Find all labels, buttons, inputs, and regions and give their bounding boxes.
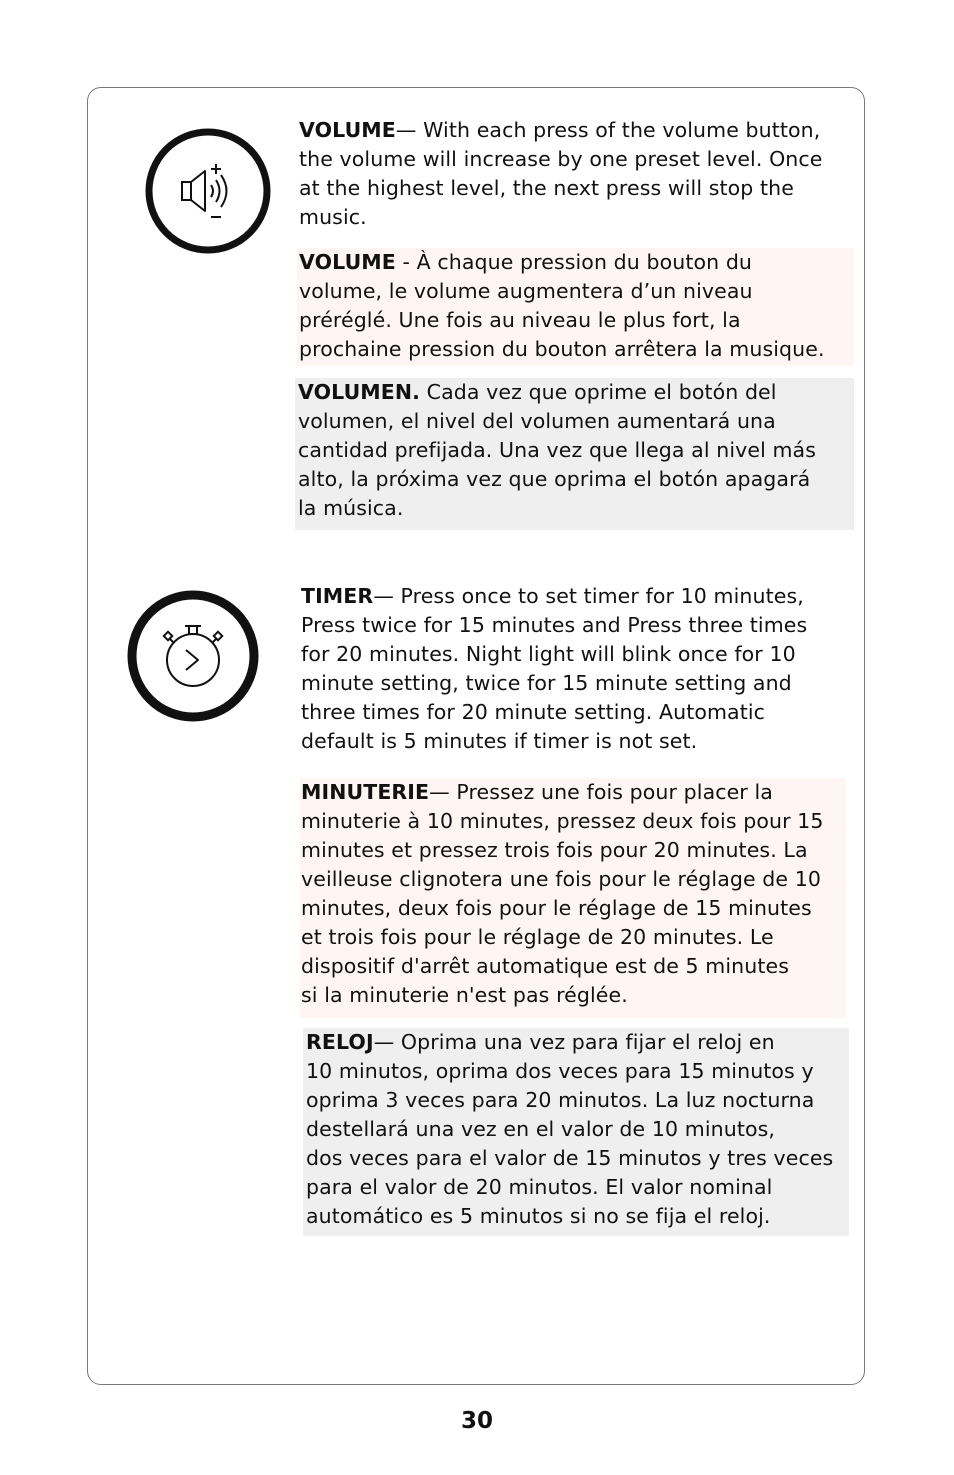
volume-description-english [299,116,859,232]
volume-description-spanish [295,378,854,530]
timer-label-english: TIMER [301,584,374,608]
stopwatch-timer-icon [127,590,259,722]
timer-label-spanish: RELOJ [306,1030,374,1054]
volume-label-spanish: VOLUMEN. [298,380,421,404]
page-number: 30 [460,1408,493,1434]
volume-text-french: - À chaque pression du bouton du volume, le volume augmentera d’un niveau préréglé. Une fois au niveau le plus fort, la prochaine pression du bouton arrêtera la musique. [299,250,825,361]
volume-label-english: VOLUME [299,118,396,142]
timer-description-english [301,582,851,756]
timer-text-english: — Press once to set timer for 10 minutes, Press twice for 15 minutes and Press three times for 20 minutes. Night light will blink once for 10 minute setting, twice for 15 minute setting and three times for 20 minute setting. Automatic default is 5 minutes if timer is not set. [301,584,808,753]
timer-text-french: — Pressez une fois pour placer la minuterie à 10 minutes, pressez deux fois pour 15 minutes et pressez trois fois pour 20 minutes. La veilleuse clignotera une fois pour le réglage de 10 minutes, deux fois pour le réglage de 15 minutes et trois fois pour le réglage de 20 minutes. Le dispositif d'arrêt automatique est de 5 minutes si la minuterie n'est pas réglée. [301,780,824,1007]
volume-label-french: VOLUME [299,250,396,274]
timer-description-spanish [303,1028,849,1236]
timer-description-french [300,778,846,1018]
volume-text-english: — With each press of the volume button, the volume will increase by one preset level. Once at the highest level, the next press will stop the music. [299,118,823,229]
volume-text-spanish: Cada vez que oprime el botón del volumen, el nivel del volumen aumentará una cantidad prefijada. Una vez que llega al nivel más alto, la próxima vez que oprima el botón apagará la música. [298,380,816,520]
timer-text-spanish: — Oprima una vez para fijar el reloj en 10 minutos, oprima dos veces para 15 minutos y oprima 3 veces para 20 minutos. La luz nocturna destellará una vez en el valor de 10 minutos, dos veces para el valor de 15 minutos y tres veces para el valor de 20 minutos. El valor nominal automático es 5 minutos si no se fija el reloj. [306,1030,834,1228]
speaker-volume-icon [144,127,272,255]
volume-description-french [297,248,854,366]
timer-label-french: MINUTERIE [301,780,430,804]
